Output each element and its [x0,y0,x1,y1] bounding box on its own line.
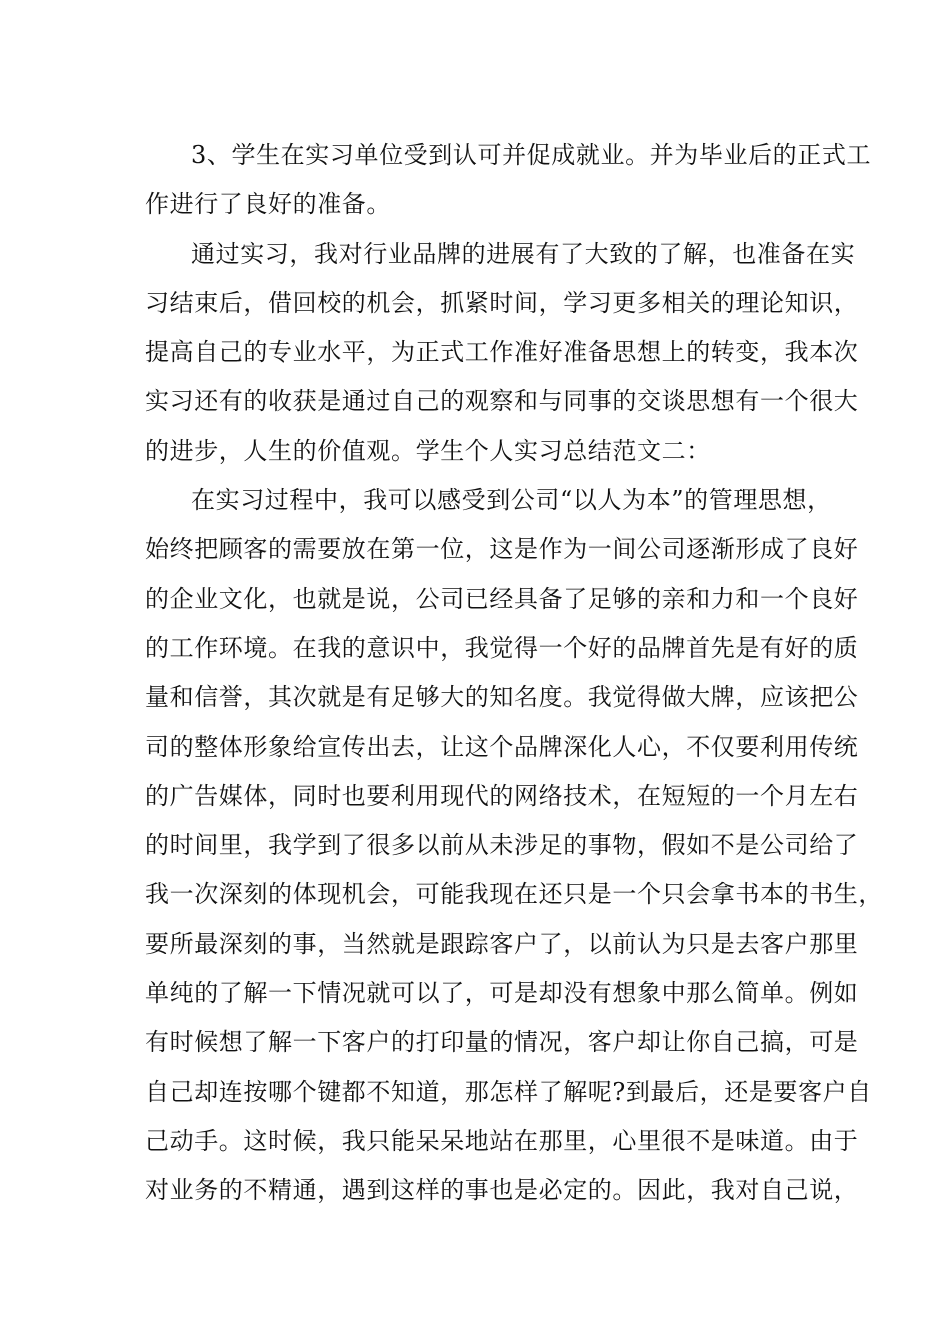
text-line: 习结束后，借回校的机会，抓紧时间，学习更多相关的理论知识， [145,288,859,317]
text-line: 要所最深刻的事，当然就是跟踪客户了，以前认为只是去客户那里 [145,929,859,958]
text-line: 的企业文化，也就是说，公司已经具备了足够的亲和力和一个良好 [145,584,859,613]
text-line: 量和信誉，其次就是有足够大的知名度。我觉得做大牌，应该把公 [145,683,859,712]
text-line: 通过实习，我对行业品牌的进展有了大致的了解，也准备在实 [191,239,856,268]
text-line: 实习还有的收获是通过自己的观察和与同事的交谈思想有一个很大 [145,387,859,416]
text-line: 提高自己的专业水平，为正式工作准好准备思想上的转变，我本次 [145,338,859,367]
text-line: 有时候想了解一下客户的打印量的情况，客户却让你自己搞，可是 [145,1028,859,1057]
text-line: 的工作环境。在我的意识中，我觉得一个好的品牌首先是有好的质 [145,633,859,662]
text-line: 自己却连按哪个键都不知道，那怎样了解呢?到最后，还是要客户自 [145,1077,872,1106]
text-line: 在实习过程中，我可以感受到公司“以人为本”的管理思想， [191,486,832,515]
text-line: 3、学生在实习单位受到认可并促成就业。并为毕业后的正式工 [191,141,872,169]
text-line: 作进行了良好的准备。 [145,190,391,219]
text-line: 的广告媒体，同时也要利用现代的网络技术，在短短的一个月左右 [145,781,859,810]
text-line: 的进步，人生的价值观。学生个人实习总结范文二： [145,436,711,465]
text-line: 始终把顾客的需要放在第一位，这是作为一间公司逐渐形成了良好 [145,535,859,564]
text-line: 对业务的不精通，遇到这样的事也是必定的。因此，我对自己说， [145,1176,859,1205]
text-line: 司的整体形象给宣传出去，让这个品牌深化人心，不仅要利用传统 [145,732,859,761]
body-text [145,131,883,1216]
text-line: 己动手。这时候，我只能呆呆地站在那里，心里很不是味道。由于 [145,1126,859,1155]
text-line: 我一次深刻的体现机会，可能我现在还只是一个只会拿书本的书生， [145,880,883,909]
text-line: 的时间里，我学到了很多以前从未涉足的事物，假如不是公司给了 [145,831,859,860]
text-line: 单纯的了解一下情况就可以了，可是却没有想象中那么简单。例如 [145,979,859,1008]
